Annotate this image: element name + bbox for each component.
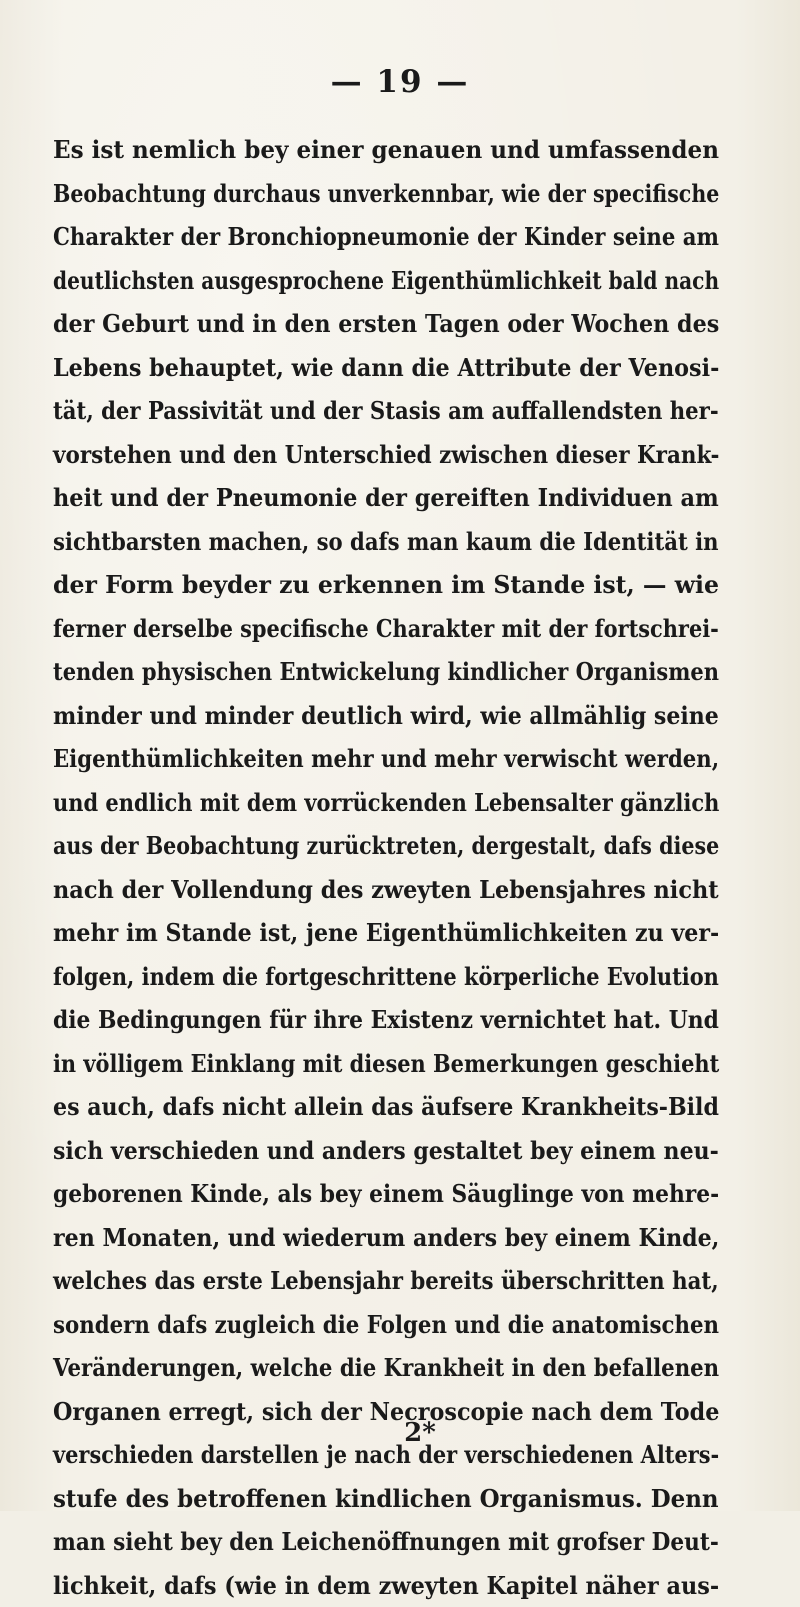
text-line: sondern dafs zugleich die Folgen und die anatomischen [53,1303,644,1347]
text-line: ferner derselbe specifische Charakter mit der fortschrei- [53,607,633,651]
text-line: deutlichsten ausgesprochene Eigenthümlichkeit bald nach [53,259,612,303]
text-line: Eigenthümlichkeiten mehr und mehr verwischt werden, [53,737,642,781]
text-line: Beobachtung durchaus unverkennbar, wie der specifische [53,172,623,216]
text-line: man sieht bey den Leichenöffnungen mit grofser Deut- [53,1520,652,1564]
text-line: Organen erregt, sich der Necroscopie nach dem Tode [53,1390,672,1434]
text-line: sichtbarsten machen, so dafs man kaum die Identität in [53,520,640,564]
text-line: Charakter der Bronchiopneumonie der Kinder seine am [53,215,642,259]
signature-mark: 2* [0,1418,800,1448]
text-line: geborenen Kinde, als bey einem Säuglinge von mehre- [53,1172,657,1216]
text-line: Lebens behauptet, wie dann die Attribute der Venosi- [53,346,672,390]
text-line: tät, der Passivität und der Stasis am auffallendsten her- [53,389,641,433]
text-line: sich verschieden und anders gestaltet bey einem neu- [53,1129,665,1173]
text-line: minder und minder deutlich wird, wie allmählig seine [53,694,665,738]
text-line: lichkeit, dafs (wie in dem zweyten Kapitel näher aus- [53,1564,674,1607]
text-line: Veränderungen, welche die Krankheit in den befallenen [53,1346,643,1390]
text-line: welches das erste Lebensjahr bereits überschritten hat, [53,1259,644,1303]
text-line: aus der Beobachtung zurücktreten, dergestalt, dafs diese [53,824,625,868]
text-line: stufe des betroffenen kindlichen Organismus. Denn [53,1477,689,1521]
text-line: und endlich mit dem vorrückenden Lebensalter gänzlich [53,781,634,825]
text-line: mehr im Stande ist, jene Eigenthümlichkeiten zu ver- [53,911,667,955]
text-line: ren Monaten, und wiederum anders bey einem Kinde, [53,1216,667,1260]
text-line: vorstehen und den Unterschied zwischen dieser Krank- [53,433,649,477]
text-line: in völligem Einklang mit diesen Bemerkungen geschieht [53,1042,633,1086]
text-line: der Geburt und in den ersten Tagen oder Wochen des [53,302,670,346]
text-line: es auch, dafs nicht allein das äufsere Krankheits-Bild [53,1085,667,1129]
body-text [53,128,719,1607]
text-line: heit und der Pneumonie der gereiften Individuen am [53,476,675,520]
text-line: der Form beyder zu erkennen im Stande ist, — wie [53,563,707,607]
text-line: verschieden darstellen je nach der verschiedenen Alters- [53,1433,633,1477]
text-line: tenden physischen Entwickelung kindlicher Organismen [53,650,635,694]
text-line: nach der Vollendung des zweyten Lebensjahres nicht [53,868,675,912]
page-number-header: — 19 — [0,64,800,100]
text-line: die Bedingungen für ihre Existenz vernichtet hat. Und [53,998,658,1042]
text-line: folgen, indem die fortgeschrittene körperliche Evolution [53,955,634,999]
text-line: Es ist nemlich bey einer genauen und umfassenden [53,128,693,172]
